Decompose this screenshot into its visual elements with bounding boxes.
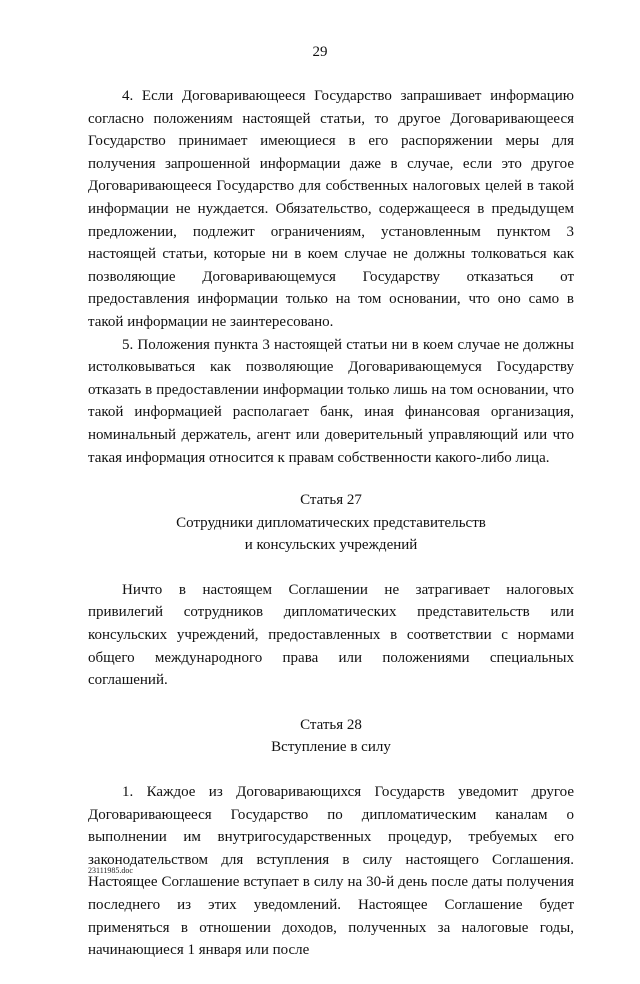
article-27-title-line2: и консульских учреждений xyxy=(244,537,418,554)
article-28-number: Статья 28 xyxy=(300,716,362,733)
article-28 xyxy=(88,714,574,962)
document-body xyxy=(88,85,574,984)
article-27-title-line1: Сотрудники дипломатических представительств xyxy=(176,514,486,531)
page-number: 29 xyxy=(312,44,328,60)
article-27-number: Статья 27 xyxy=(300,492,362,509)
paragraph-5: 5. Положения пункта 3 настоящей статьи ни в коем случае не должны истолковываться как позволяющие Договаривающемуся Государству отказать в предоставлении информации только лишь на том основании, что такой информацией располагает банк, иная финансовая организация, номинальный держатель, агент или доверительный управляющий или что такая информация относится к правам собственности какого-либо лица. xyxy=(88,336,574,466)
paragraph-4: 4. Если Договаривающееся Государство запрашивает информацию согласно положениям настоящей статьи, то другое Договаривающееся Государство принимает имеющиеся в его распоряжении меры для получения запрошенной информации даже в случае, если это другое Договаривающееся Государство для собственных налоговых целей в такой информации не нуждается. Обязательство, содержащееся в предыдущем предложении, подлежит ограничениям, установленным пунктом 3 настоящей статьи, которые ни в коем случае не должны толковаться как позволяющие Договаривающемуся Государству отказаться от предоставления информации только на том основании, что оно само в такой информации не заинтересовано. xyxy=(88,88,574,330)
footer-filename: 23111985.doc xyxy=(88,866,133,875)
article-27-body: Ничто в настоящем Соглашении не затрагивает налоговых привилегий сотрудников дипломатических представительств или консульских учреждений, предоставленных в соответствии с нормами общего международного права или положениями специальных соглашений. xyxy=(88,581,574,689)
article-28-body: 1. Каждое из Договаривающихся Государств уведомит другое Договаривающееся Государство по дипломатическим каналам о выполнении им внутригосударственных процедур, требуемых его законодательством для вступления в силу настоящего Соглашения. Настоящее Соглашение вступает в силу на 30-й день после даты получения последнего из этих уведомлений. Настоящее Соглашение будет применяться в отношении доходов, полученных за налоговые годы, начинающиеся 1 января или после xyxy=(88,784,574,959)
article-28-title: Вступление в силу xyxy=(271,739,391,756)
article-27 xyxy=(88,489,574,692)
